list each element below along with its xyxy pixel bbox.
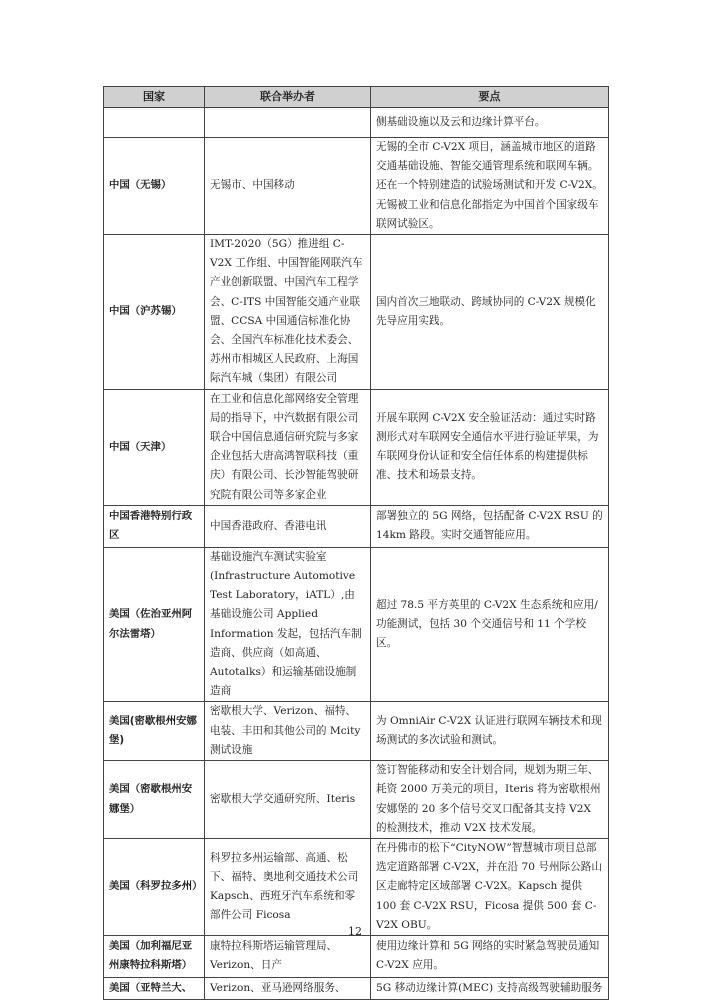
key-points-cell: 5G 移动边缘计算(MEC) 支持高级驾驶辅助服务	[371, 977, 609, 999]
cv2x-projects-table	[103, 86, 609, 1000]
table-row	[104, 108, 609, 138]
country-cell: 中国（沪苏锡）	[104, 235, 205, 390]
country-cell	[104, 108, 205, 138]
table-row	[104, 702, 609, 761]
country-cell: 中国（无锡）	[104, 138, 205, 235]
key-points-cell: 超过 78.5 平方英里的 C-V2X 生态系统和应用/功能测试，包括 30 个交通信号和 11 个学校区。	[371, 547, 609, 702]
country-cell: 美国（密歇根州安娜堡）	[104, 761, 205, 839]
table-row	[104, 935, 609, 977]
key-points-cell: 签订智能移动和安全计划合同，规划为期三年、耗资 2000 万美元的项目，Iteris 将为密歇根州安娜堡的 20 多个信号交叉口配备其支持 V2X 的检测技术，推动 V2X 技术发展。	[371, 761, 609, 839]
organizers-cell: IMT-2020（5G）推进组 C-V2X 工作组、中国智能网联汽车产业创新联盟、中国汽车工程学会、C-ITS 中国智能交通产业联盟、CCSA 中国通信标准化协会、全国汽车标准化技术委会、苏州市相城区人民政府、上海国际汽车城（集团）有限公司	[205, 235, 371, 390]
table-header-row	[104, 87, 609, 108]
country-cell: 美国（佐治亚州阿尔法雷塔）	[104, 547, 205, 702]
key-points-cell: 侧基础设施以及云和边缘计算平台。	[371, 108, 609, 138]
country-cell: 美国(密歇根州安娜堡)	[104, 702, 205, 761]
page-number: 12	[348, 925, 362, 938]
header-key-points: 要点	[371, 87, 609, 108]
country-cell: 美国（科罗拉多州）	[104, 838, 205, 935]
organizers-cell: 基础设施汽车测试实验室 (Infrastructure Automotive Test Laboratory，iATL）,由基础设施公司 Applied Information 发起，包括汽车制造商、供应商（如高通、Autotalks）和运输基础设施制造商	[205, 547, 371, 702]
header-country: 国家	[104, 87, 205, 108]
table-row	[104, 138, 609, 235]
key-points-cell: 国内首次三地联动、跨域协同的 C-V2X 规模化先导应用实践。	[371, 235, 609, 390]
table-row	[104, 235, 609, 390]
organizers-cell	[205, 108, 371, 138]
organizers-cell: 无锡市、中国移动	[205, 138, 371, 235]
country-cell: 中国（天津）	[104, 389, 205, 505]
country-cell: 中国香港特别行政区	[104, 505, 205, 547]
key-points-cell: 在丹佛市的松下“CityNOW”智慧城市项目总部选定道路部署 C-V2X，并在沿 70 号州际公路山区走廊特定区域部署 C-V2X。Kapsch 提供 100 套 C-V2X RSU，Ficosa 提供 500 套 C-V2X OBU。	[371, 838, 609, 935]
key-points-cell: 开展车联网 C-V2X 安全验证活动：通过实时路测形式对车联网安全通信水平进行验证苹果，为车联网身份认证和安全信任体系的构建提供标准、技术和场景支持。	[371, 389, 609, 505]
key-points-cell: 部署独立的 5G 网络，包括配备 C-V2X RSU 的 14km 路段。实时交通智能应用。	[371, 505, 609, 547]
table-row	[104, 838, 609, 935]
key-points-cell: 无锡的全市 C-V2X 项目，涵盖城市地区的道路交通基础设施、智能交通管理系统和联网车辆。还在一个特别建造的试验场测试和开发 C-V2X。无锡被工业和信息化部指定为中国首个国家级车联网试验区。	[371, 138, 609, 235]
key-points-cell: 为 OmniAir C-V2X 认证进行联网车辆技术和现场测试的多次试验和测试。	[371, 702, 609, 761]
organizers-cell: 科罗拉多州运输部、高通、松下、福特、奥地利交通技术公司 Kapsch、西班牙汽车系统和零部件公司 Ficosa	[205, 838, 371, 935]
organizers-cell: Verizon、亚马逊网络服务、	[205, 977, 371, 999]
organizers-cell: 密歇根大学交通研究所、Iteris	[205, 761, 371, 839]
organizers-cell: 康特拉科斯塔运输管理局、Verizon、日产	[205, 935, 371, 977]
table-row	[104, 505, 609, 547]
country-cell: 美国（亚特兰大、	[104, 977, 205, 999]
table-row	[104, 389, 609, 505]
header-organizers: 联合举办者	[205, 87, 371, 108]
organizers-cell: 中国香港政府、香港电讯	[205, 505, 371, 547]
table-row	[104, 977, 609, 999]
organizers-cell: 在工业和信息化部网络安全管理局的指导下，中汽数据有限公司联合中国信息通信研究院与多家企业包括大唐高鸿智联科技（重庆）有限公司、长沙智能驾驶研究院有限公司等多家企业	[205, 389, 371, 505]
country-cell: 美国（加利福尼亚州康特拉科斯塔）	[104, 935, 205, 977]
table-row	[104, 761, 609, 839]
table-row	[104, 547, 609, 702]
key-points-cell: 使用边缘计算和 5G 网络的实时紧急驾驶员通知 C-V2X 应用。	[371, 935, 609, 977]
organizers-cell: 密歇根大学、Verizon、福特、电装、丰田和其他公司的 Mcity 测试设施	[205, 702, 371, 761]
